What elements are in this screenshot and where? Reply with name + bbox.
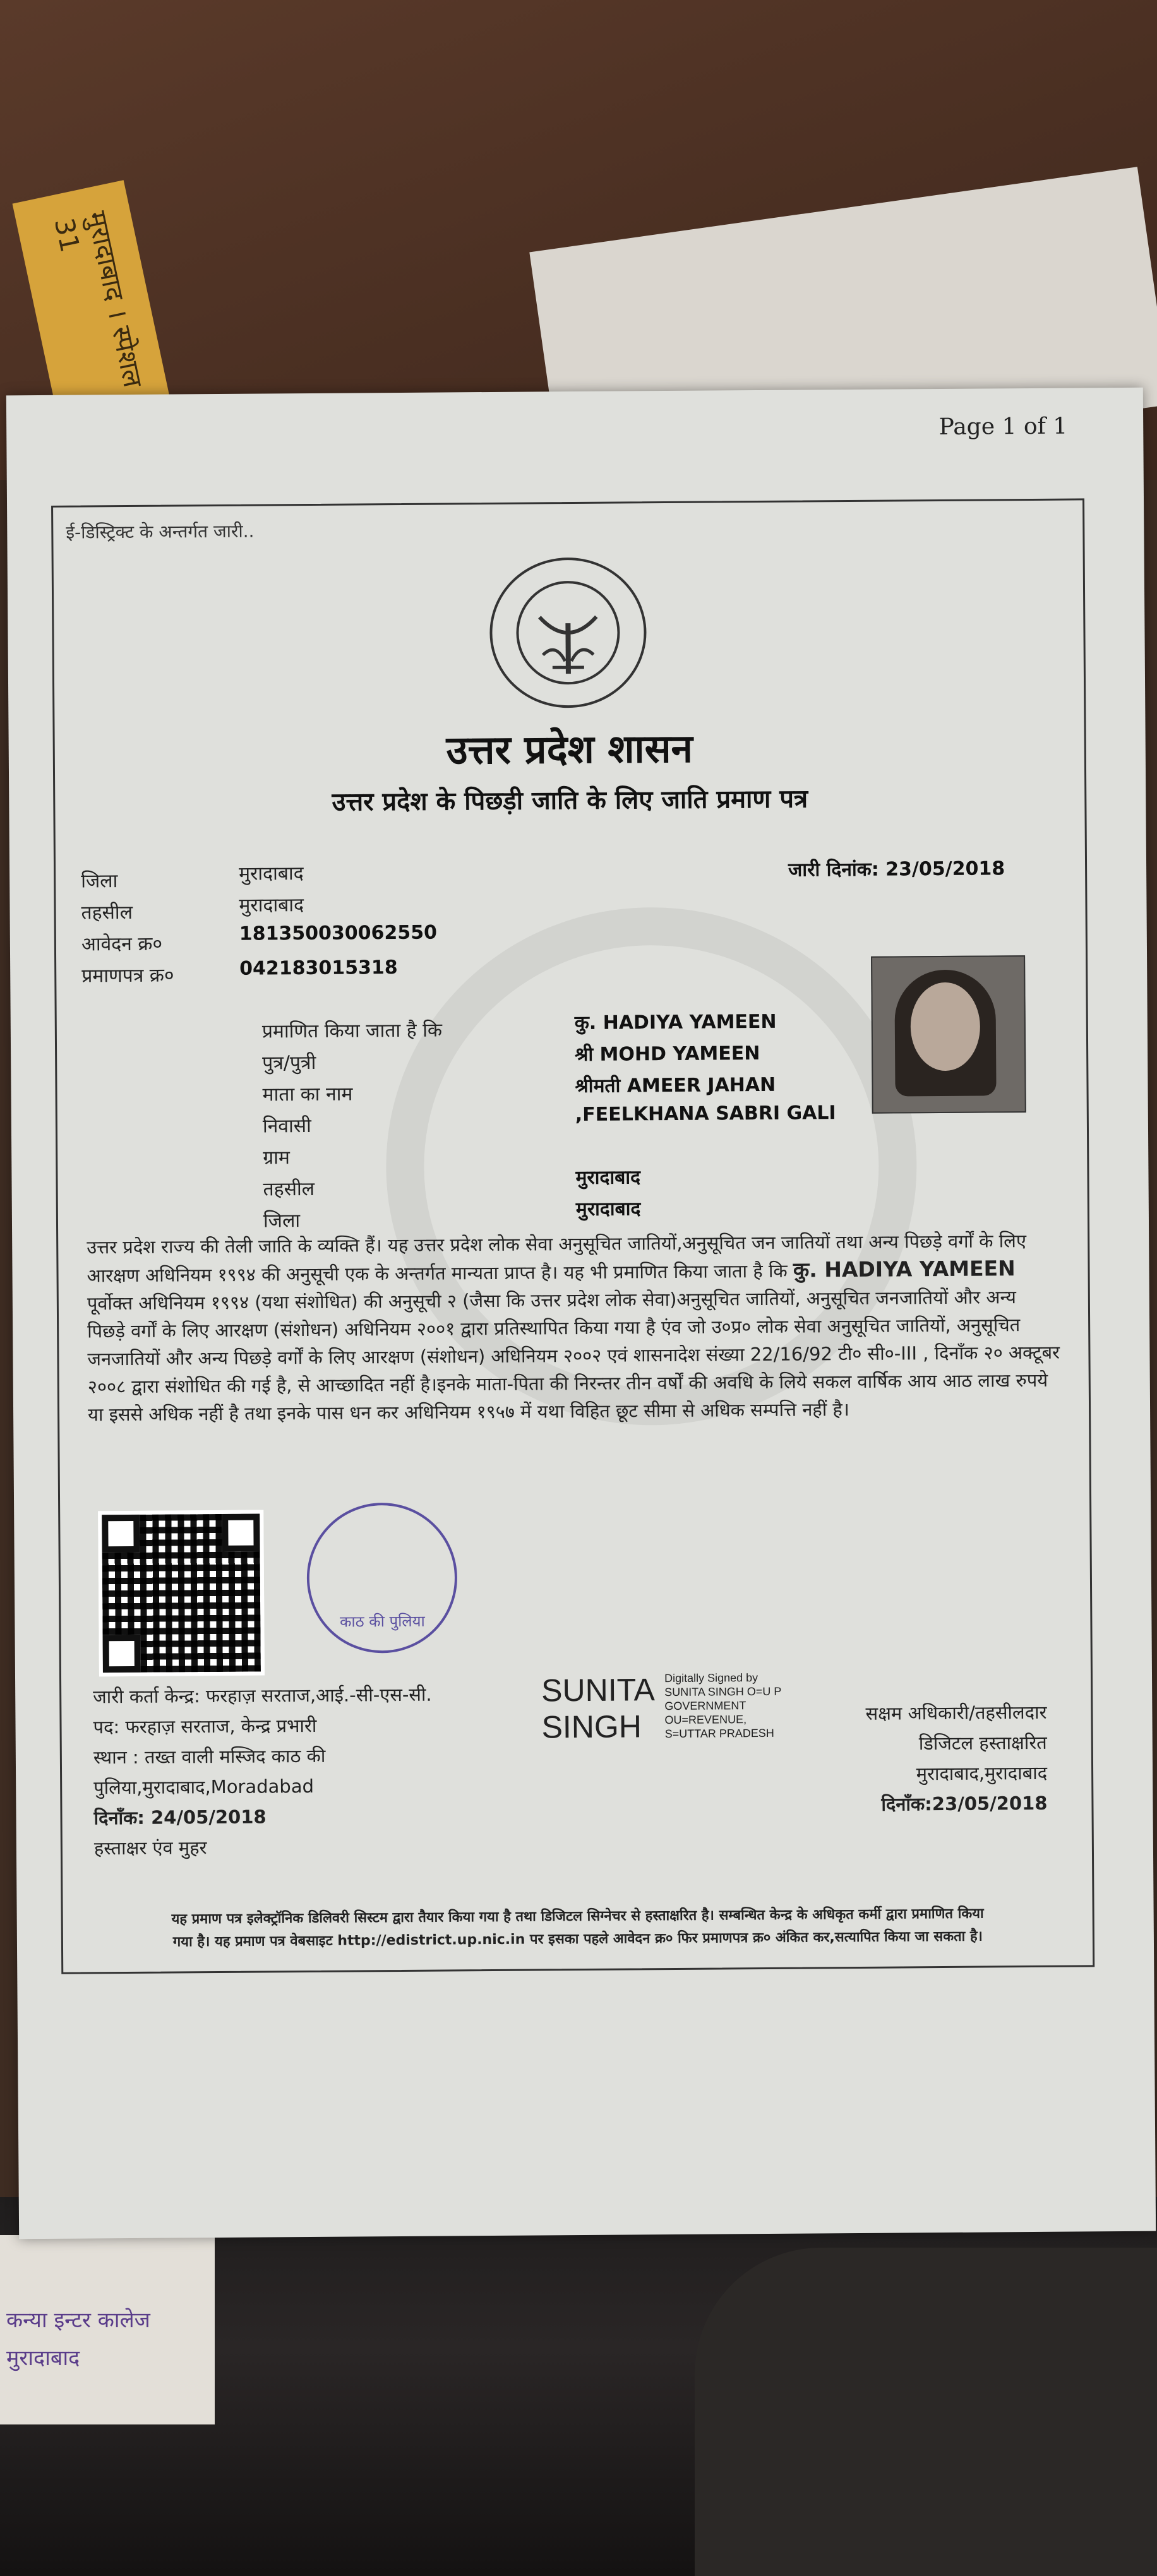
qr-corner xyxy=(103,1635,141,1673)
mother-label: माता का नाम xyxy=(262,1083,353,1106)
certificate-label: प्रमाणपत्र क्र० xyxy=(81,964,174,987)
bottom-paper-text-2: मुरादाबाद xyxy=(6,2346,80,2371)
footer-note xyxy=(88,1902,1067,1955)
person-tehsil-label: तहसील xyxy=(263,1178,315,1201)
issuer-place-1: स्थान : तख्त वाली मस्जिद काठ की xyxy=(93,1744,326,1768)
sig-detail-2: SUNITA SINGH O=U P xyxy=(664,1685,782,1699)
application-label: आवेदन क्र० xyxy=(81,933,163,956)
qr-corner xyxy=(222,1514,260,1552)
body-paragraph-2-prefix: यह भी प्रमाणित किया जाता है कि xyxy=(563,1260,788,1284)
resident-address: ,FEELKHANA SABRI GALI xyxy=(575,1102,836,1126)
government-title: उत्तर प्रदेश शासन xyxy=(446,725,693,773)
officer-location: मुरादाबाद,मुरादाबाद xyxy=(916,1762,1048,1785)
page-number: Page 1 of 1 xyxy=(938,413,1068,441)
issuer-block xyxy=(93,1679,433,1864)
digital-signature-name xyxy=(541,1671,655,1745)
photo-face xyxy=(910,982,980,1071)
issued-under-text: ई-डिस्ट्रिक्ट के अन्तर्गत जारी.. xyxy=(66,520,255,543)
person-district-value: मुरादाबाद xyxy=(575,1198,641,1221)
qr-code xyxy=(98,1510,265,1677)
issuer-sign-seal: हस्ताक्षर एंव मुहर xyxy=(93,1837,207,1859)
person-district-label: जिला xyxy=(263,1210,301,1232)
certified-name: कु. HADIYA YAMEEN xyxy=(574,1010,777,1035)
certified-label: प्रमाणित किया जाता है कि xyxy=(261,1019,443,1043)
certificate-title: उत्तर प्रदेश के पिछड़ी जाति के लिए जाति प्रमाण पत्र xyxy=(332,784,808,817)
resident-label: निवासी xyxy=(262,1114,311,1138)
tehsil-value: मुरादाबाद xyxy=(239,894,304,917)
issue-date: जारी दिनांक: 23/05/2018 xyxy=(788,857,1005,881)
body-paragraph-2-name: कु. HADIYA YAMEEN xyxy=(793,1256,1016,1282)
body-paragraph-2-rest: पूर्वोक्त अधिनियम १९९४ (यथा संशोधित) की अनुसूची २ (जैसा कि उत्तर प्रदेश लोक सेवा)अनुसूचित जातियों, अनुसूचित जनजातियों और अन्य पिछड़े वर्गों के लिए आरक्षण (संशोधन) अधिनियम २००१ द्वारा प्रतिस्थापित किया गया है एंव जो उ०प्र० लोक सेवा अनुसूचित जातियों, अनुसूचित जनजातियों और अन्य पिछड़े वर्गों के लिए आरक्षण (संशोधन) अधिनियम २००२ एवं शासनादेश संख्या 22/16/92 टी० सी०-III , दिनाँक २० अक्टूबर २००८ द्वारा संशोधित की गई है, से आच्छादित नहीं है।इनके माता-पिता की निरन्तर तीन वर्षों की अवधि के लिये सकल वार्षिक आय आठ लाख रुपये या इससे अधिक नहीं है तथा इनके पास धन कर अधिनियम १९५७ में यथा विहित छूट सीमा से अधिक सम्पत्ति नहीं है। xyxy=(87,1286,1060,1426)
issuer-post: पद: फरहाज़ सरताज, केन्द्र प्रभारी xyxy=(93,1714,317,1738)
sig-detail-3: GOVERNMENT xyxy=(664,1699,746,1713)
sig-detail-5: S=UTTAR PRADESH xyxy=(664,1726,774,1741)
certificate-frame xyxy=(51,498,1094,1974)
sig-detail-1: Digitally Signed by xyxy=(664,1671,758,1685)
village-label: ग्राम xyxy=(263,1147,291,1169)
officer-block xyxy=(865,1697,1047,1820)
cloth xyxy=(695,2248,1157,2576)
issuer-place-2: पुलिया,मुरादाबाद,Moradabad xyxy=(93,1775,315,1799)
sig-detail-4: OU=REVENUE, xyxy=(664,1713,747,1727)
father-name: श्री MOHD YAMEEN xyxy=(575,1042,760,1066)
signature-name-line-1: SUNITA xyxy=(541,1672,656,1708)
district-label: जिला xyxy=(81,870,118,893)
application-number: 181350030062550 xyxy=(239,921,438,945)
bottom-paper xyxy=(0,2235,215,2424)
officer-date: दिनाँक:23/05/2018 xyxy=(881,1792,1048,1815)
officer-designation: सक्षम अधिकारी/तहसीलदार xyxy=(865,1701,1047,1724)
issuer-center: जारी कर्ता केन्द्र: फरहाज़ सरताज,आई.-सी-एस-सी. xyxy=(93,1683,432,1708)
certificate-number: 042183015318 xyxy=(239,957,398,980)
bottom-paper-text-1: कन्या इन्टर कालेज xyxy=(6,2308,150,2333)
district-value: मुरादाबाद xyxy=(239,862,304,885)
emblem-icon xyxy=(505,572,632,693)
tehsil-label: तहसील xyxy=(81,901,133,924)
up-government-emblem xyxy=(489,557,647,708)
mother-name: श्रीमती AMEER JAHAN xyxy=(575,1073,776,1098)
person-tehsil-value: मुरादाबाद xyxy=(575,1166,641,1190)
signature-name-line-2: SINGH xyxy=(541,1708,642,1745)
child-of-label: पुत्र/पुत्री xyxy=(262,1051,316,1075)
certificate-body xyxy=(87,1227,1060,1429)
footer-line-1: यह प्रमाण पत्र इलेक्ट्रॉनिक डिलिवरी सिस्टम द्वारा तैयार किया गया है तथा डिजिटल सिग्नेचर से हस्ताक्षरित है। सम्बन्धित केन्द्र के अधिकृत कर्मी द्वारा प्रमाणित किया xyxy=(171,1905,984,1928)
issuer-date: दिनाँक: 24/05/2018 xyxy=(93,1806,267,1829)
certificate-paper xyxy=(6,388,1156,2239)
digital-signature-details xyxy=(664,1671,782,1741)
officer-digital: डिजिटल हस्ताक्षरित xyxy=(918,1731,1047,1755)
footer-line-2: गया है। यह प्रमाण पत्र वेबसाइट http://edistrict.up.nic.in पर इसका पहले आवेदन क्र० फिर प्रमाणपत्र क्र० अंकित कर,सत्यापित किया जा सकता है। xyxy=(172,1928,983,1950)
applicant-photo xyxy=(871,955,1026,1114)
csc-seal-stamp xyxy=(306,1502,458,1654)
qr-corner xyxy=(102,1515,140,1553)
body-paragraph-1: उत्तर प्रदेश राज्य की तेली जाति के व्यक्ति हैं। यह उत्तर प्रदेश लोक सेवा अनुसूचित जातियों,अनुसूचित जन जातियों तथा अन्य पिछड़े वर्गों के लिए आरक्षण अधिनियम १९९४ की अनुसूची एक के अन्तर्गत मान्यता प्राप्त है। xyxy=(87,1230,1027,1287)
folder-tab-text: मुरादाबाद । स्पेशल 31 xyxy=(48,208,149,390)
seal-text: काठ की पुलिया xyxy=(339,1612,425,1631)
